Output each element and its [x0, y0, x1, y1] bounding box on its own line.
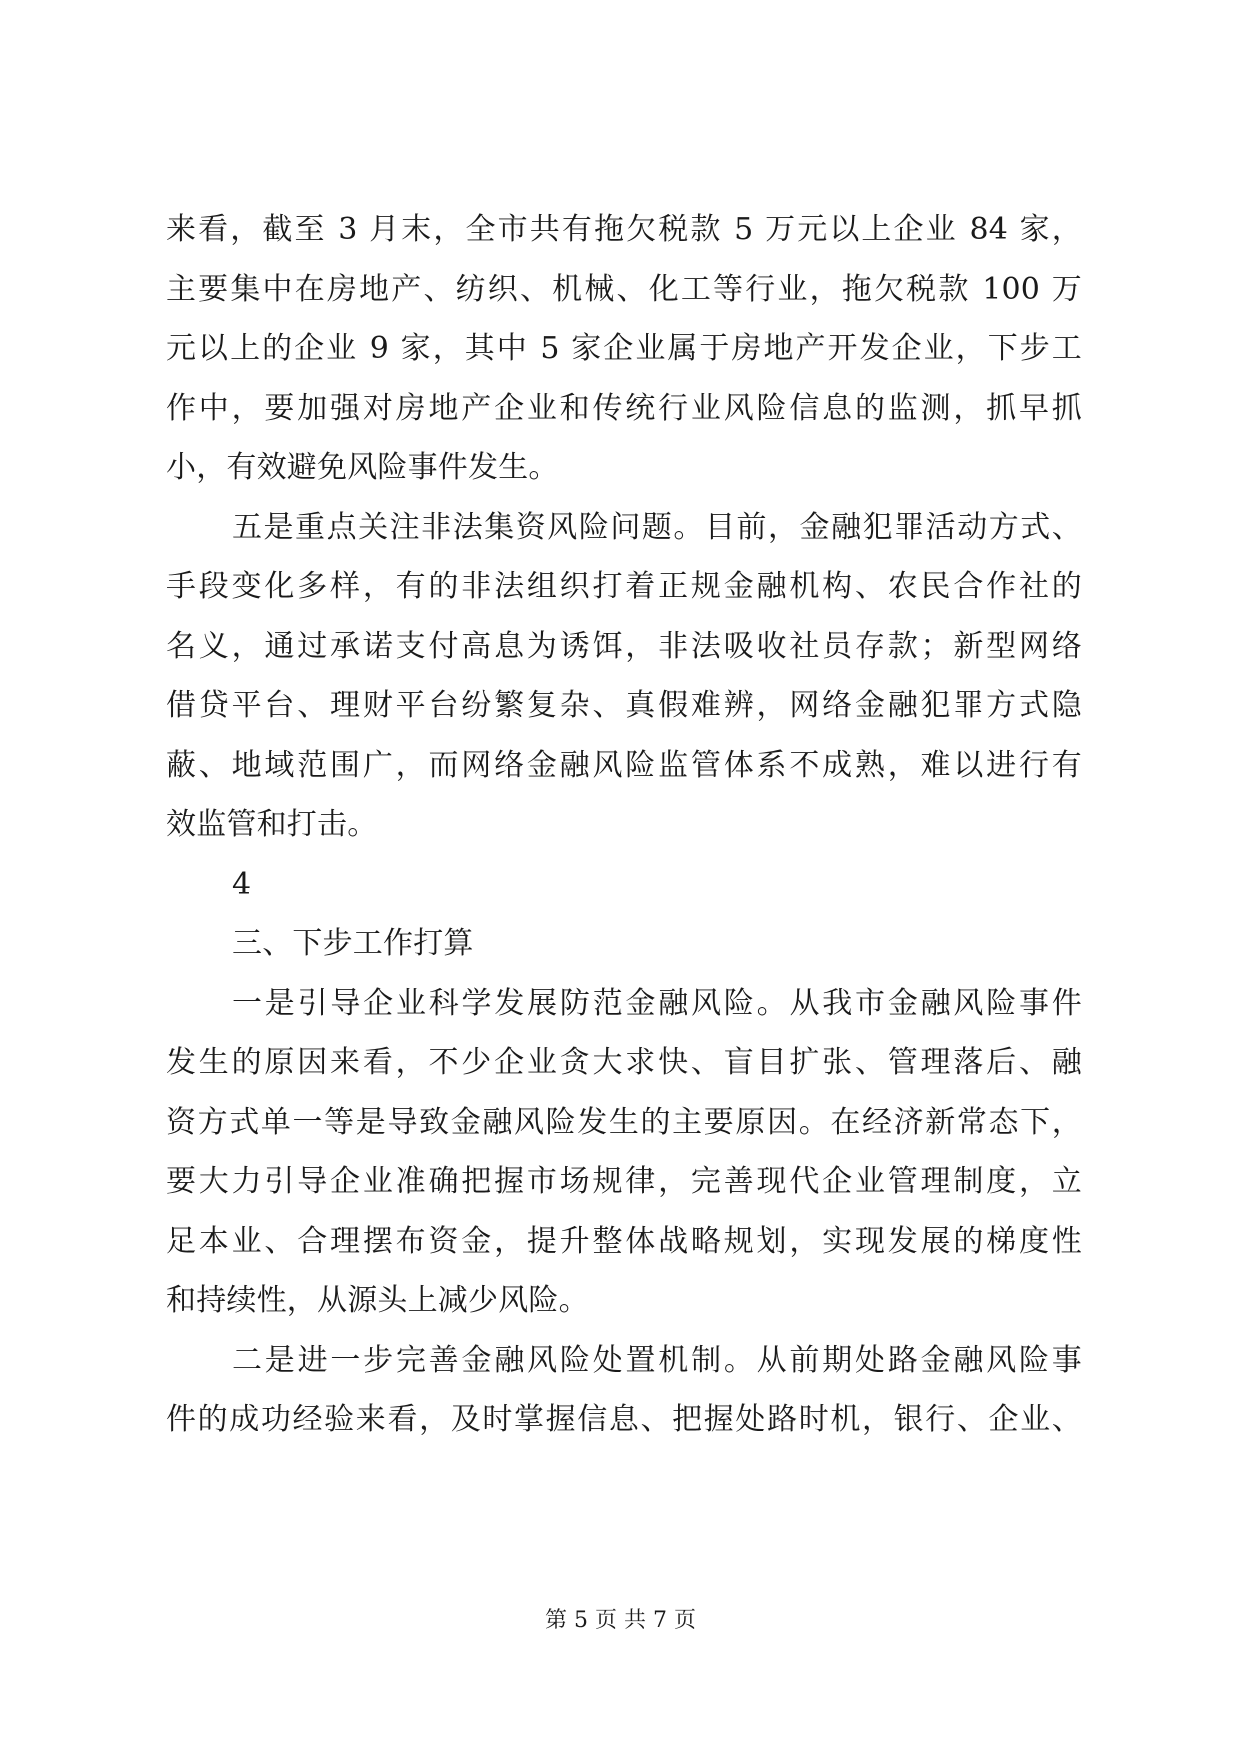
body-text	[166, 200, 1082, 1450]
section-heading: 三、下步工作打算	[232, 926, 474, 961]
paragraph-start-line: 五是重点关注非法集资风险问题。目前，金融犯罪活动方式、	[232, 509, 1082, 545]
text-line: 资方式单一等是导致金融风险发生的主要原因。在经济新常态下，	[166, 1104, 1082, 1140]
paragraph-start-line: 一是引导企业科学发展防范金融风险。从我市金融风险事件	[232, 985, 1082, 1021]
text-line: 件的成功经验来看，及时掌握信息、把握处路时机，银行、企业、	[166, 1402, 1082, 1437]
inline-page-number: 4	[232, 866, 252, 902]
text-line: 手段变化多样，有的非法组织打着正规金融机构、农民合作社的	[166, 569, 1082, 604]
text-line: 来看，截至 3 月末，全市共有拖欠税款 5 万元以上企业 84 家，	[166, 212, 1082, 247]
text-line: 发生的原因来看，不少企业贪大求快、盲目扩张、管理落后、融	[166, 1045, 1082, 1080]
page-footer: 第 5 页 共 7 页	[545, 1608, 696, 1633]
text-line: 作中，要加强对房地产企业和传统行业风险信息的监测，抓早抓	[166, 390, 1082, 426]
text-line: 要大力引导企业准确把握市场规律，完善现代企业管理制度，立	[166, 1164, 1082, 1199]
text-line: 元以上的企业 9 家，其中 5 家企业属于房地产开发企业，下步工	[166, 331, 1082, 366]
text-line: 和持续性，从源头上减少风险。	[166, 1283, 589, 1318]
text-line: 名义，通过承诺支付高息为诱饵，非法吸收社员存款；新型网络	[166, 628, 1082, 664]
text-line: 小，有效避免风险事件发生。	[166, 450, 559, 485]
text-line: 足本业、合理摆布资金，提升整体战略规划，实现发展的梯度性	[166, 1223, 1082, 1259]
text-line: 主要集中在房地产、纺织、机械、化工等行业，拖欠税款 100 万	[166, 271, 1082, 307]
paragraph-start-line: 二是进一步完善金融风险处置机制。从前期处路金融风险事	[232, 1342, 1082, 1378]
text-line: 效监管和打击。	[166, 807, 378, 842]
text-line: 借贷平台、理财平台纷繁复杂、真假难辨，网络金融犯罪方式隐	[166, 688, 1082, 723]
text-line: 蔽、地域范围广，而网络金融风险监管体系不成熟，难以进行有	[166, 747, 1082, 783]
